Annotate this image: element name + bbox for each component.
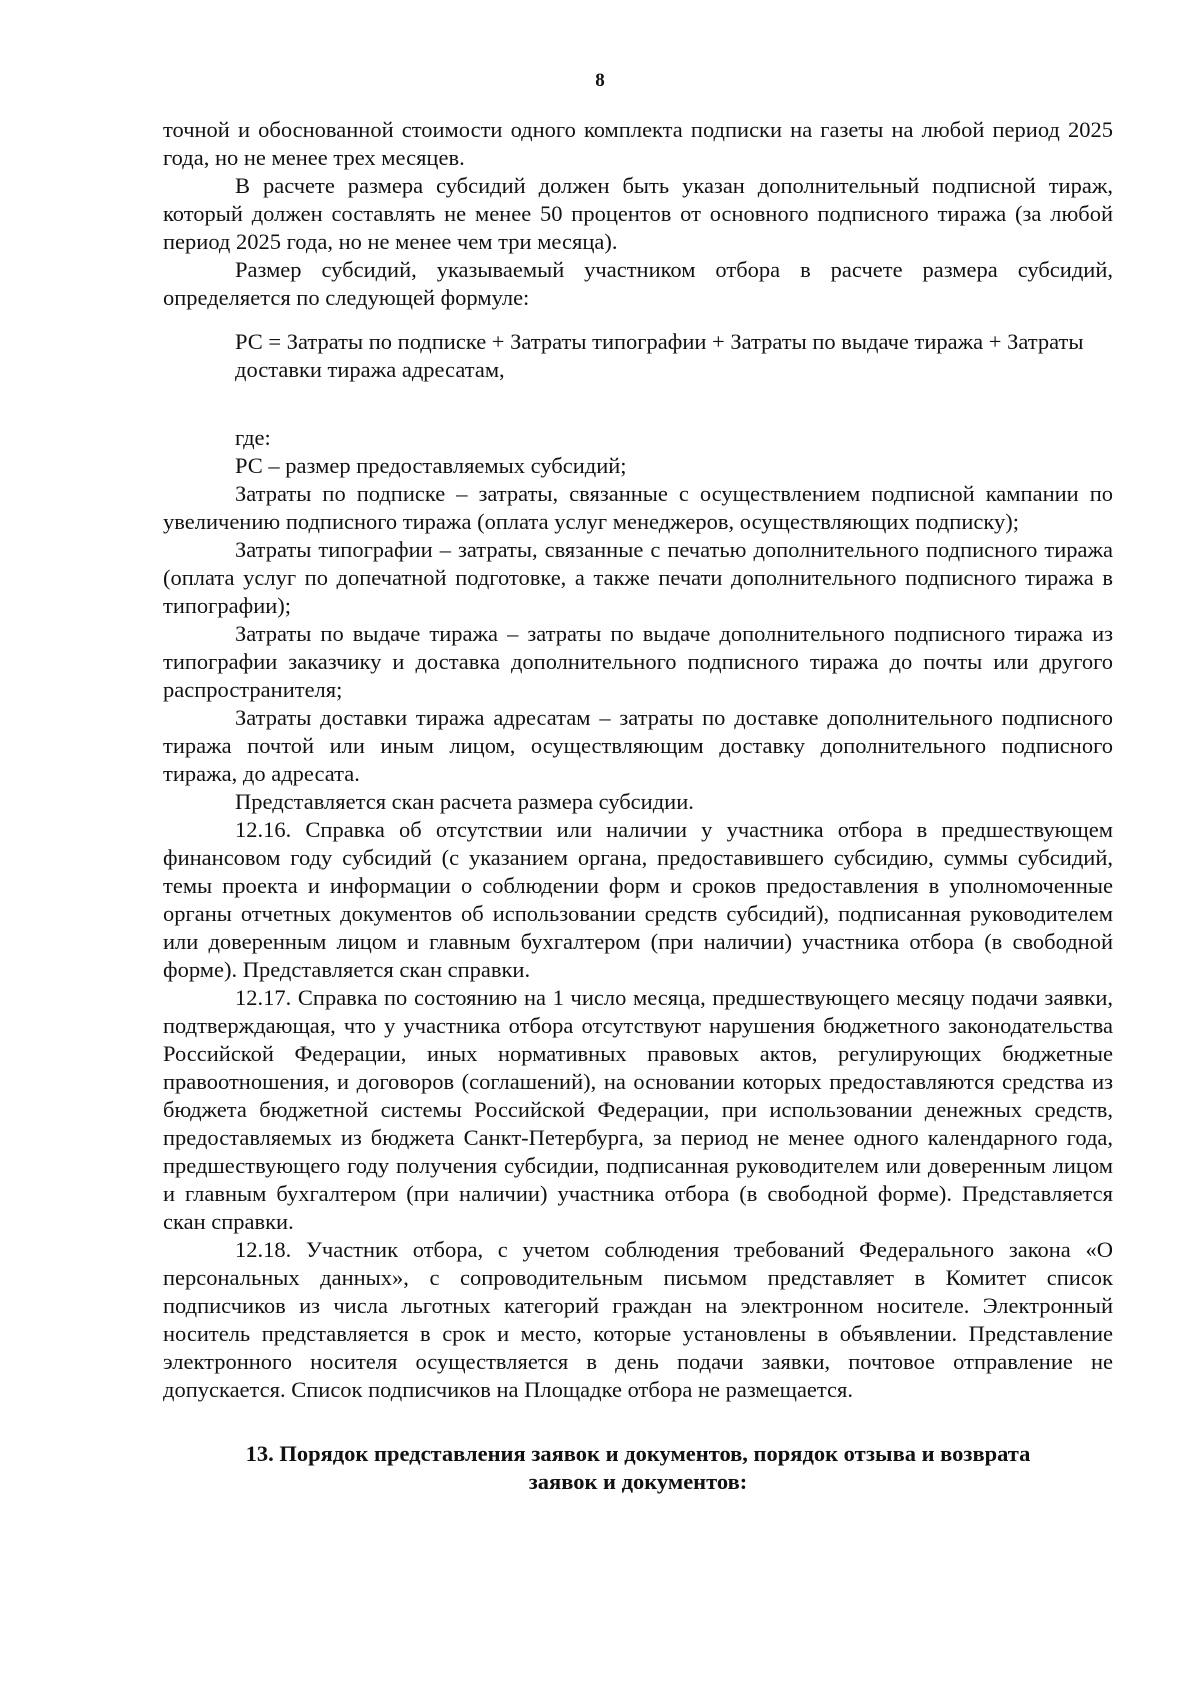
definition-rs: РС – размер предоставляемых субсидий; [235,453,627,478]
paragraph-continuation: точной и обоснованной стоимости одного комплекта подписки на газеты на любой период 2025 года, но не менее трех месяцев. [163,117,1113,170]
page-number: 8 [595,70,605,91]
section-13-heading-line2: заявок и документов: [528,1469,748,1494]
formula-where-label: где: [235,425,271,450]
clause-12-16: 12.16. Справка об отсутствии или наличии у участника отбора в предшествующем финансовом году субсидий (с указанием органа, предоставившего субсидию, суммы субсидий, темы проекта и информации о соблюдении форм и сроков предоставления в уполномоченные органы отчетных документов об использовании средств субсидий), подписанная руководителем или доверенным лицом и главным бухгалтером (при наличии) участника отбора (в свободной форме). Представляется скан справки. [163,817,1113,982]
paragraph-additional-circulation: В расчете размера субсидий должен быть указан дополнительный подписной тираж, который должен составлять не менее 50 процентов от основного подписного тиража (за любой период 2025 года, но не менее чем три месяца). [163,173,1113,254]
clause-12-17: 12.17. Справка по состоянию на 1 число месяца, предшествующего месяцу подачи заявки, подтверждающая, что у участника отбора отсутствуют нарушения бюджетного законодательства Российской Федерации, иных нормативных правовых актов, регулирующих бюджетные правоотношения, и договоров (соглашений), на основании которых предоставляются средства из бюджета бюджетной системы Российской Федерации, при использовании денежных средств, предоставляемых из бюджета Санкт-Петербурга, за период не менее одного календарного года, предшествующего году получения субсидии, подписанная руководителем или доверенным лицом и главным бухгалтером (при наличии) участника отбора (в свободной форме). Представляется скан справки. [163,985,1113,1234]
definition-subscription-costs: Затраты по подписке – затраты, связанные с осуществлением подписной кампании по увеличению подписного тиража (оплата услуг менеджеров, осуществляющих подписку); [163,481,1113,534]
definition-printing-costs: Затраты типографии – затраты, связанные с печатью дополнительного подписного тиража (оплата услуг по допечатной подготовке, а также печати дополнительного подписного тиража в типографии); [163,537,1113,618]
document-body [163,116,1113,1496]
subsidy-formula: РС = Затраты по подписке + Затраты типографии + Затраты по выдаче тиража + Затраты доставки тиража адресатам, [235,329,1084,382]
definition-issue-costs: Затраты по выдаче тиража – затраты по выдаче дополнительного подписного тиража из типографии заказчику и доставка дополнительного подписного тиража до почты или другого распространителя; [163,621,1113,702]
clause-12-18: 12.18. Участник отбора, с учетом соблюдения требований Федерального закона «О персональных данных», с сопроводительным письмом представляет в Комитет список подписчиков из числа льготных категорий граждан на электронном носителе. Электронный носитель представляется в срок и место, которые установлены в объявлении. Представление электронного носителя осуществляется в день подачи заявки, почтовое отправление не допускается. Список подписчиков на Площадке отбора не размещается. [163,1237,1113,1402]
paragraph-formula-intro: Размер субсидий, указываемый участником отбора в расчете размера субсидий, определяется по следующей формуле: [163,257,1113,310]
scan-note: Представляется скан расчета размера субсидии. [235,789,694,814]
section-13-heading-line1: 13. Порядок представления заявок и документов, порядок отзыва и возврата [245,1441,1031,1466]
section-13-heading [163,1440,1113,1496]
definition-delivery-costs: Затраты доставки тиража адресатам – затраты по доставке дополнительного подписного тиража почтой или иным лицом, осуществляющим доставку дополнительного подписного тиража, до адресата. [163,705,1113,786]
